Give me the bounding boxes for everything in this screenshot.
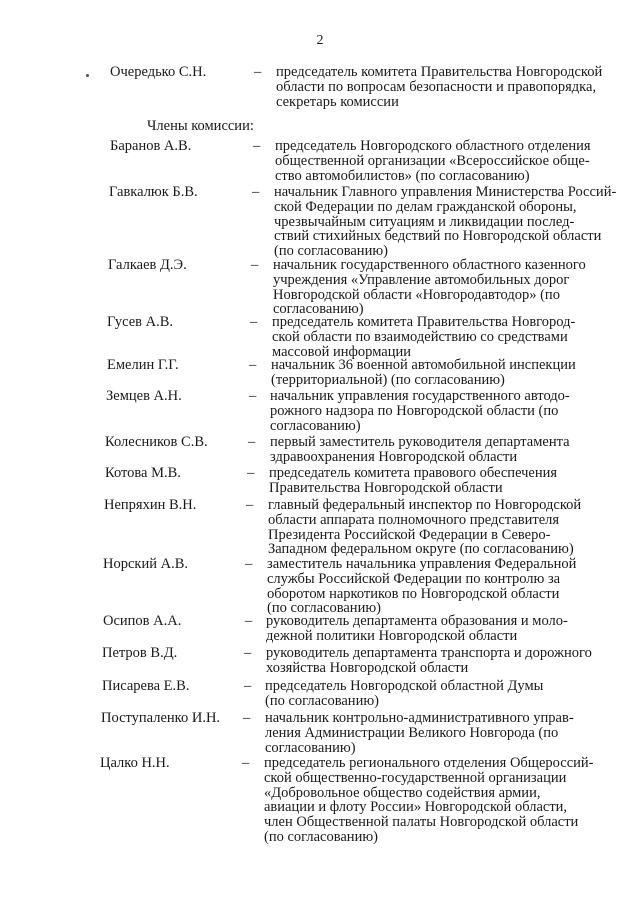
role-line: здравоохранения Новгородской области (270, 448, 518, 465)
member-role (276, 65, 624, 109)
role-line: начальник государственного областного казенного (273, 257, 586, 273)
role-line: начальник контрольно-административного управ- (265, 710, 574, 726)
role-line: массовой информации (272, 343, 412, 360)
member-name: Очередько С.Н. (110, 64, 207, 80)
member-role (270, 389, 618, 433)
role-line: председатель комитета правового обеспечения (269, 465, 558, 481)
dash-separator: – (244, 645, 252, 661)
role-line: Правительства Новгородской области (269, 479, 503, 496)
role-line: председатель Новгородского областного отделения (275, 138, 591, 154)
role-line: согласованию) (265, 739, 356, 756)
dash-separator: – (246, 497, 254, 513)
role-line: области по вопросам безопасности и правопорядка, (276, 78, 597, 95)
role-line: председатель Новгородской областной Думы (265, 678, 544, 694)
member-name: Емелин Г.Г. (107, 357, 179, 373)
member-role (271, 358, 619, 388)
role-line: (территориальной) (по согласованию) (271, 371, 505, 388)
dash-separator: – (244, 678, 252, 694)
dash-separator: – (253, 138, 261, 154)
role-line: (по согласованию) (264, 828, 378, 845)
role-line: (по согласованию) (274, 243, 388, 260)
role-line: председатель комитета Правительства Новгородской (276, 64, 603, 80)
member-name: Писарева Е.В. (102, 678, 190, 694)
member-role (267, 557, 615, 616)
member-name: Галкаев Д.Э. (108, 257, 187, 273)
dash-separator: – (242, 755, 250, 771)
role-line: рожного надзора по Новгородской области (по (270, 402, 559, 419)
member-name: Гусев А.В. (107, 314, 173, 330)
role-line: начальник 36 военной автомобильной инспекции (271, 357, 576, 373)
member-role (273, 258, 621, 317)
role-line: ской Федерации по делам гражданской обороны, (274, 198, 577, 215)
role-line: (по согласованию) (267, 600, 381, 617)
role-line: секретарь комиссии (276, 93, 399, 110)
member-name: Котова М.В. (105, 465, 181, 481)
dash-separator: – (247, 465, 255, 481)
member-role (270, 435, 618, 465)
member-name: Баранов А.В. (110, 138, 192, 154)
member-role (265, 679, 613, 709)
role-line: начальник управления государственного автодо- (270, 388, 570, 404)
role-line: начальник Главного управления Министерства Россий- (274, 184, 617, 200)
role-line: ской области по взаимодействию со средствами (272, 328, 568, 345)
role-line: председатель регионального отделения Общероссий- (264, 755, 594, 771)
dash-separator: – (245, 613, 253, 629)
dash-separator: – (245, 556, 253, 572)
page-number: 2 (316, 33, 324, 48)
role-line: учреждения «Управление автомобильных дорог (273, 271, 570, 288)
member-role (266, 614, 614, 644)
dash-separator: – (249, 357, 257, 373)
member-role (268, 498, 616, 557)
role-line: общественной организации «Всероссийское обще- (275, 152, 590, 169)
member-role (269, 466, 617, 496)
member-role (266, 646, 614, 676)
margin-mark (86, 74, 89, 77)
role-line: авиации и флоту России» Новгородской области, (264, 799, 568, 816)
role-line: член Общественной палаты Новгородской области (264, 814, 579, 831)
role-line: (по согласованию) (265, 692, 379, 709)
dash-separator: – (249, 388, 257, 404)
member-role (265, 711, 613, 755)
member-name: Поступаленко И.Н. (101, 710, 221, 726)
dash-separator: – (254, 64, 262, 80)
role-line: главный федеральный инспектор по Новгородской (268, 497, 582, 513)
dash-separator: – (252, 184, 260, 200)
member-name: Петров В.Д. (102, 645, 178, 661)
member-role (272, 315, 620, 359)
members-heading: Члены комиссии: (147, 118, 254, 134)
member-name: Гавкалюк Б.В. (109, 184, 198, 200)
role-line: дежной политики Новгородской области (266, 627, 518, 644)
member-name: Колесников С.В. (105, 434, 208, 450)
role-line: согласованию) (270, 417, 361, 434)
member-role (274, 185, 622, 259)
role-line: оборотом наркотиков по Новгородской области (267, 585, 560, 602)
member-role (264, 756, 612, 845)
member-name: Непряхин В.Н. (104, 497, 197, 513)
dash-separator: – (250, 314, 258, 330)
role-line: ство автомобилистов» (по согласованию) (275, 167, 530, 184)
role-line: хозяйства Новгородской области (266, 659, 469, 676)
role-line: области аппарата полномочного представителя (268, 511, 560, 528)
member-name: Норский А.В. (103, 556, 188, 572)
role-line: Западном федеральном округе (по согласованию) (268, 541, 574, 558)
role-line: Президента Российской Федерации в Северо- (268, 526, 551, 543)
role-line: Новгородской области «Новгородавтодор» (по (273, 286, 560, 303)
role-line: ления Администрации Великого Новгорода (по (265, 724, 559, 741)
role-line: ской общественно-государственной организации (264, 769, 567, 786)
dash-separator: – (248, 434, 256, 450)
role-line: ствий стихийных бедствий по Новгородской области (274, 228, 602, 245)
member-name: Цалко Н.Н. (100, 755, 170, 771)
role-line: чрезвычайным ситуациям и ликвидации послед- (274, 213, 575, 230)
dash-separator: – (243, 710, 251, 726)
role-line: заместитель начальника управления Федеральной (267, 556, 577, 572)
role-line: первый заместитель руководителя департамента (270, 434, 570, 450)
role-line: руководитель департамента образования и моло- (266, 613, 568, 629)
member-name: Земцев А.Н. (106, 388, 182, 404)
dash-separator: – (251, 257, 259, 273)
member-name: Осипов А.А. (103, 613, 182, 629)
member-role (275, 139, 623, 183)
role-line: «Добровольное общество содействия армии, (264, 784, 541, 801)
role-line: председатель комитета Правительства Новгород- (272, 314, 576, 330)
role-line: службы Российской Федерации по контролю за (267, 570, 561, 587)
role-line: руководитель департамента транспорта и дорожного (266, 645, 592, 661)
role-line: согласованию) (273, 301, 364, 318)
